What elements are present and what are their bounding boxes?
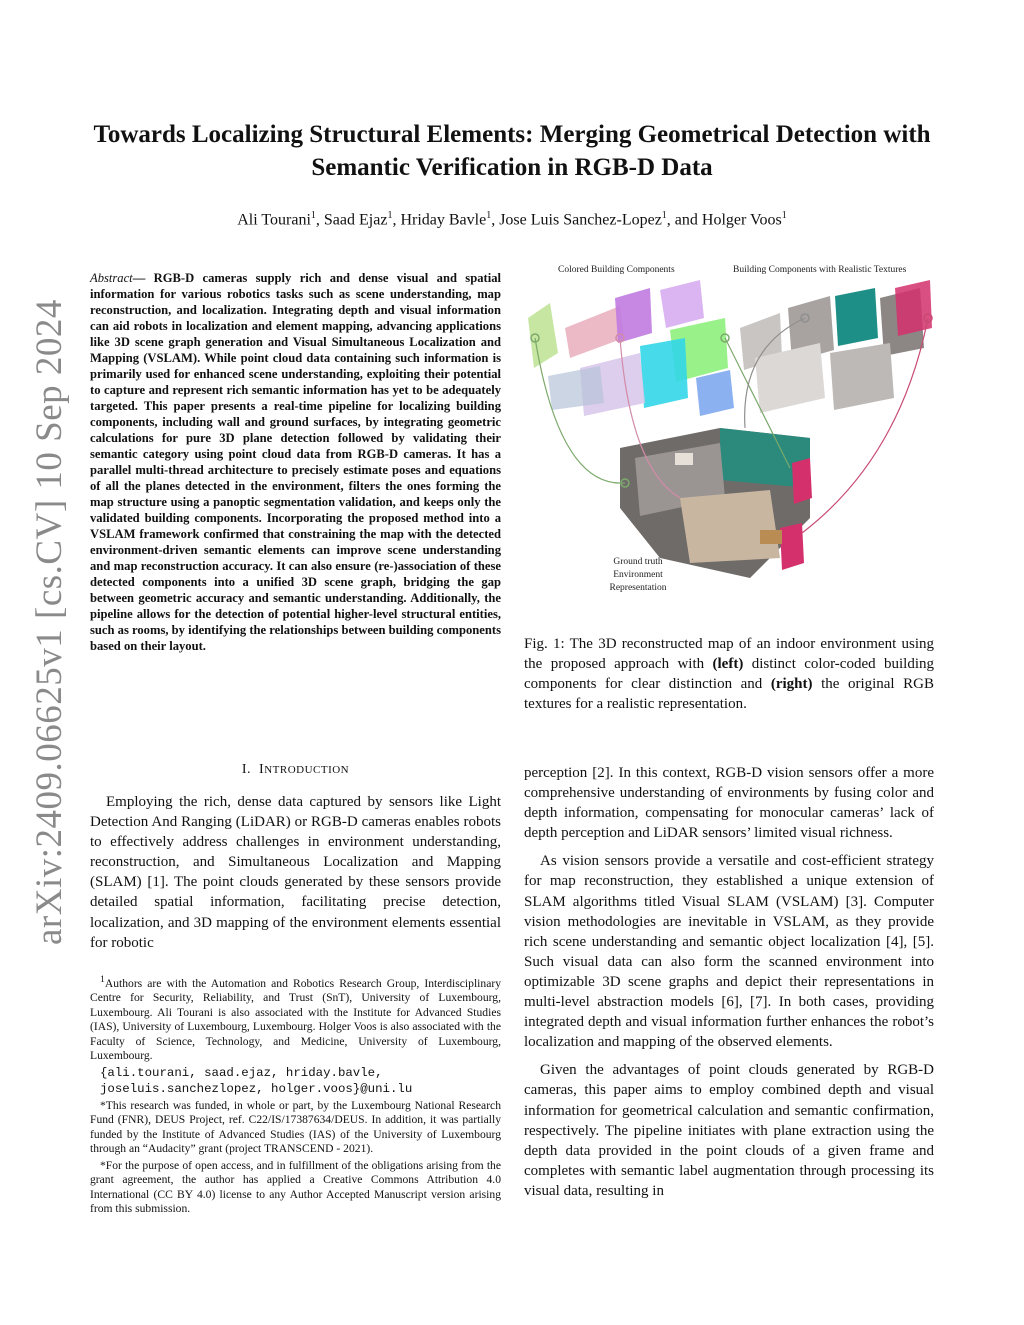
footnotes — [90, 973, 501, 1219]
arxiv-watermark: arXiv:2409.06625v1 [cs.CV] 10 Sep 2024 — [29, 299, 70, 945]
intro-paragraph: Given the advantages of point clouds generated by RGB-D cameras, this paper aims to employ combined depth and visual information for geometrical calculation and semantic confirmation, respectively. The pipeline initiates with plane extraction using the depth data provided in the point clouds of a given frame and completes with semantic label augmentation through processing its visual data, resulting in — [524, 1062, 934, 1199]
author-name: Ali Tourani — [237, 211, 311, 229]
affiliation-footnote: $^1$Authors are with the Automation and Robotics Research Group, Interdisciplinary Centre for Security, Reliability, and Trust (SnT), University of Luxembourg, Luxembourg. Ali Tourani is also associated with the Institute for Advanced Studies (IAS), University of Luxembourg, Luxembourg. Holger Voos is also associated with the Faculty of Science, Technology, and Medicine, University of Luxembourg, Luxembourg. — [90, 974, 501, 1063]
abstract-text: RGB-D cameras supply rich and dense visual and spatial information for various robotics tasks such as scene understanding, map reconstruction, and localization. Integrating depth and visual information can aid robots in localization and element mapping, advancing applications like 3D scene graph generation and Visual Simultaneous Localization and Mapping (VSLAM). While point cloud data containing such information is primarily used for enhanced scene understanding, exploiting their potential to capture and represent rich semantic information has yet to be adequately targeted. This paper presents a real-time pipeline for localizing building components, including wall and ground surfaces, by integrating geometric calculations for pure 3D plane detection followed by validating their semantic category using point cloud data from RGB-D cameras. It has a parallel multi-thread architecture to precisely estimate poses and equations of all the planes detected in the environment, filters the ones forming the map structure using a panoptic segmentation validation, and keeps only the validated building components. Incorporating the proposed method into a VSLAM framework confirmed that constraining the map with the detected environment-driven semantic elements can improve scene understanding and map reconstruction accuracy. It can also ensure (re-)association of these detected components into a unified 3D scene graph, bridging the gap between geometric accuracy and semantic understanding. Additionally, the pipeline allows for the detection of potential higher-level structural entities, such as rooms, by identifying the relationships between building components based on their layout. — [90, 271, 501, 653]
open-access-footnote: *For the purpose of open access, and in fulfillment of the obligations arising from the grant agreement, the author has applied a Creative Commons Attribution 4.0 International (CC BY 4.0) license to any Author Accepted Manuscript version arising from this submission. — [90, 1158, 501, 1216]
intro-paragraph: As vision sensors provide a versatile and cost-efficient strategy for map reconstruction, they established a unique extension of SLAM algorithms titled Visual SLAM (VSLAM) [3]. Computer vision methodologies are inevitable in VSLAM, as they provide rich scene understanding and semantic object localization [4], [5]. Such visual data can also form the scanned environment into optimizable 3D scene graphs and depict their representations in multi-level abstraction models [6], [7]. In both cases, providing integrated depth and visual information further enhances the robot’s localization and mapping of the observed elements. — [524, 853, 934, 1051]
paper-title: Towards Localizing Structural Elements: Merging Geometrical Detection with Semantic Verification in RGB-D Data — [93, 121, 931, 181]
figure-illustration — [520, 258, 938, 603]
email-line: {ali.tourani, saad.ejaz, hriday.bavle, — [100, 1065, 383, 1080]
right-column-text — [524, 763, 934, 1209]
colored-components-cloud — [528, 280, 734, 416]
section-heading-introduction: I. INTRODUCTION — [241, 762, 350, 777]
figure-label-ground-truth: Ground truth Environment Representation — [609, 557, 667, 593]
textured-components-cloud — [740, 280, 932, 413]
abstract: Abstract— RGB-D cameras supply rich and dense visual and spatial information for various robotics tasks such as scene understanding, map reconstruction, and localization. Integrating depth and visual information can aid robots in localization and element mapping, advancing applications like 3D scene graph generation and Visual Simultaneous Localization and Mapping (VSLAM). While point cloud data containing such information is primarily used for enhanced scene understanding, exploiting their potential to capture and represent rich semantic information has yet to be adequately targeted. This paper presents a real-time pipeline for localizing building components, including wall and ground surfaces, by integrating geometric calculations for pure 3D plane detection followed by validating their semantic category using point cloud data from RGB-D cameras. It has a parallel multi-thread architecture to precisely estimate poses and equations of all the planes detected in the environment, filters the ones forming the map structure using a panoptic segmentation validation, and keeps only the validated building components. Incorporating the proposed method into a VSLAM framework confirmed that constraining the map with the detected environment-driven semantic elements can improve scene understanding and map reconstruction accuracy. It can also ensure (re-)association of these detected components into a unified 3D scene graph, bridging the gap between geometric accuracy and semantic understanding. Additionally, the pipeline allows for the detection of potential higher-level structural entities, such as rooms, by identifying the relationships between building components based on their layout. — [90, 271, 501, 653]
figure-label-left: Colored Building Components — [558, 265, 675, 275]
intro-paragraph: Employing the rich, dense data captured by sensors like Light Detection And Ranging (LiDAR) or RGB-D cameras enables robots to effectively address challenges in environment understanding, reconstruction, and Simultaneous Localization and Mapping (SLAM) [1]. The point clouds generated by these sensors provide detailed spatial information, facilitating precise detection, localization, and 3D mapping of the environment elements essential for robotic — [90, 794, 501, 951]
author-name: Hriday Bavle — [400, 211, 487, 229]
author-name: Saad Ejaz — [323, 211, 388, 229]
figure-caption: Fig. 1: The 3D reconstructed map of an indoor environment using the proposed approach with (left) distinct color-coded building components for clear distinction and (right) the original RGB textures for a realistic representation. — [524, 636, 934, 712]
figure-3d-map — [520, 258, 938, 603]
author-name: Jose Luis Sanchez-Lopez — [499, 211, 662, 229]
author-list: Ali Tourani$^1$, Saad Ejaz$^1$, Hriday Bavle$^1$, Jose Luis Sanchez-Lopez$^1$, and Holger Voos$^1$ — [237, 210, 787, 229]
funding-footnote: *This research was funded, in whole or part, by the Luxembourg National Research Fund (FNR), DEUS Project, ref. C22/IS/17387634/DEUS. In addition, it was partially funded by the Institute of Advanced Studies (IAS) of the University of Luxembourg through an “Audacity” grant (project TRANSCEND - 2021). — [90, 1098, 501, 1156]
abstract-label: Abstract — [90, 271, 133, 285]
email-line: joseluis.sanchezlopez, holger.voos}@uni.lu — [100, 1082, 413, 1097]
intro-paragraph: perception [2]. In this context, RGB-D vision sensors offer a more comprehensive understanding of environments by fusing color and depth information, compensating for monocular cameras’ lack of depth perception and LiDAR sensors’ limited visual richness. — [524, 765, 934, 842]
author-name: and Holger Voos — [674, 211, 782, 229]
figure-label-right: Building Components with Realistic Textures — [733, 265, 907, 275]
